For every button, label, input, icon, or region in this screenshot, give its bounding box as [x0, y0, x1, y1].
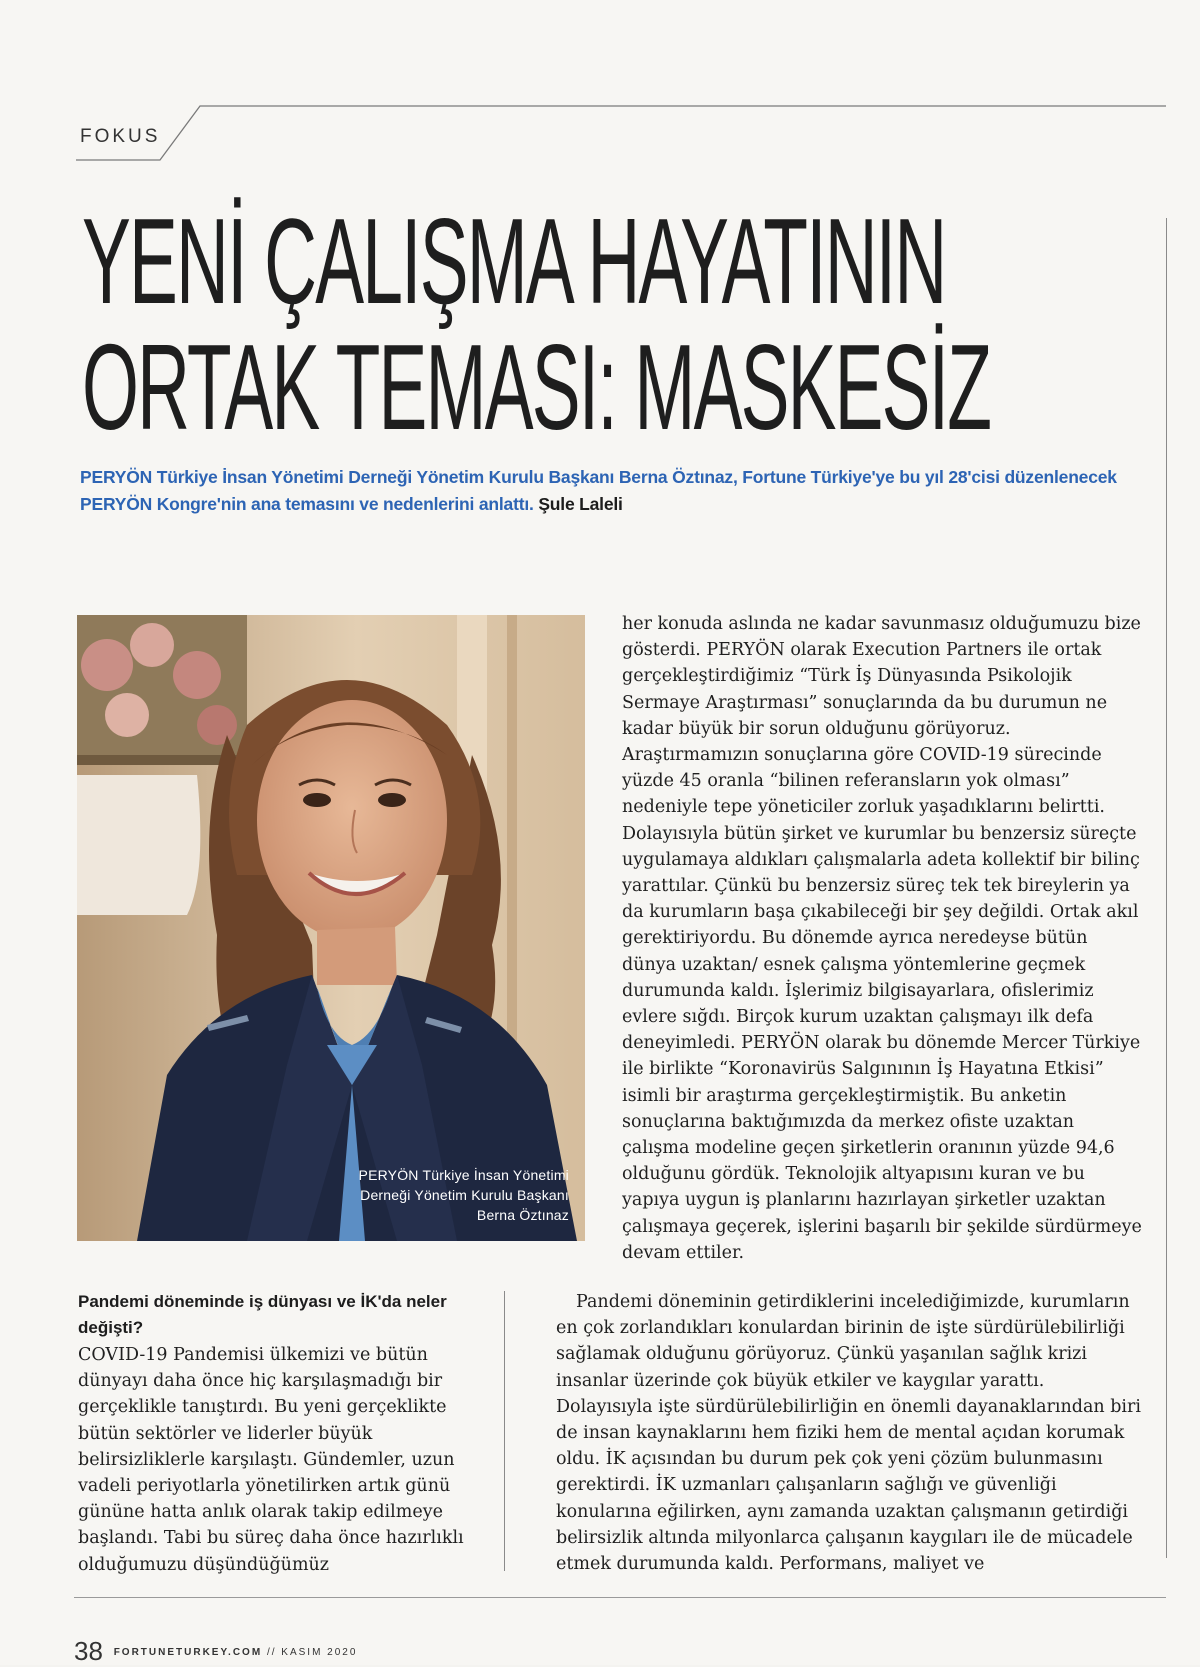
question-heading: Pandemi döneminde iş dünyası ve İK'da neler değişti?: [78, 1292, 447, 1337]
body-paragraph: COVID-19 Pandemisi ülkemizi ve bütün dünyayı daha önce hiç karşılaşmadığı bir gerçeklikle tanıştırdı. Bu yeni gerçeklikte bütün sektörler ve liderler büyük belirsizliklerle karşılaştı. Gündemler, uzun vadeli periyotlarla yönetilirken artık günü gününe hatta anlık olarak takip edilmeye başlandı. Tabi bu süreç daha önce hazırlıklı olduğumuzu düşündüğümüz: [78, 1345, 464, 1575]
title-line-2: ORTAK TEMASI: MASKESİZ: [82, 319, 991, 455]
page-number: 38: [74, 1636, 103, 1666]
photo-caption: [269, 1165, 569, 1225]
footer-rule: [74, 1597, 1166, 1598]
section-tag: FOKUS: [80, 126, 161, 147]
caption-line-1: PERYÖN Türkiye İnsan Yönetimi: [358, 1167, 569, 1183]
caption-line-3: Berna Öztınaz: [476, 1207, 569, 1223]
article-title: [82, 193, 991, 455]
header-rule: [0, 0, 1200, 170]
byline: Şule Laleli: [538, 494, 623, 514]
title-line-1: YENİ ÇALIŞMA HAYATININ: [82, 193, 946, 329]
body-paragraph: Pandemi döneminin getirdiklerini incelediğimizde, kurumların en çok zorlandıkları konulardan birinin de işte sürdürülebilirliği sağlamak olduğunu görüyoruz. Çünkü yaşanılan sağlık krizi insanlar üzerinde çok büyük etkiler ve kaygılar yarattı. Dolayısıyla işte sürdürülebilirliğin en önemli dayanaklarından biri de insan kaynaklarını hem fiziki hem de mental açıdan korumak oldu. İK açısından bu durum pek çok yeni çözüm bulunmasını gerektirdi. İK uzmanları çalışanların sağlığı ve güvenliği konularına eğilirken, aynı zamanda uzaktan çalışmanın getirdiği belirsizlik altında milyonlarca çalışanın kaygıları ile de mücadele etmek durumunda kaldı. Performans, maliyet ve: [556, 1292, 1141, 1575]
deck-text: PERYÖN Türkiye İnsan Yönetimi Derneği Yönetim Kurulu Başkanı Berna Öztınaz, Fortune Türkiye'ye bu yıl 28'cisi düzenlenecek PERYÖN Kongre'nin ana temasını ve nedenlerini anlattı.: [80, 467, 1117, 514]
portrait-illustration: [77, 615, 585, 1241]
footer-separator: //: [266, 1647, 277, 1658]
page-footer: [74, 1636, 357, 1667]
caption-line-2: Derneği Yönetim Kurulu Başkanı: [360, 1187, 569, 1203]
right-column-rule: [1166, 218, 1167, 1558]
body-column-bottom: [556, 1289, 1142, 1577]
body-column-left: [78, 1342, 478, 1578]
body-column-right: [622, 611, 1142, 1266]
column-divider: [504, 1291, 505, 1571]
portrait-photo: [77, 615, 585, 1241]
article-deck: [80, 464, 1140, 518]
footer-issue: KASIM 2020: [281, 1647, 358, 1658]
body-paragraph: her konuda aslında ne kadar savunmasız olduğumuzu bize gösterdi. PERYÖN olarak Execution Partners ile ortak gerçekleştirdiğimiz “Türk İş Dünyasında Psikolojik Sermaye Araştırması” sonuçlarında da bu durumun ne kadar büyük bir sorun olduğunu görüyoruz. Araştırmamızın sonuçlarına göre COVID-19 sürecinde yüzde 45 oranla “bilinen referansların yok olması” nedeniyle tepe yöneticiler zorluk yaşadıklarını belirtti. Dolayısıyla bütün şirket ve kurumlar bu benzersiz süreçte uygulamaya aldıkları çalışmalarla adeta kollektif bir bilinç yarattılar. Çünkü bu benzersiz süreç tek tek bireylerin ya da kurumların başa çıkabileceği bir şey değildi. Ortak akıl gerektiriyordu. Bu dönemde ayrıca neredeyse bütün dünya uzaktan/ esnek çalışma yöntemlerine geçmek durumunda kaldı. İşlerimiz bilgisayarlara, ofislerimiz evlere sığdı. Birçok kurum uzaktan çalışmayı ilk defa deneyimledi. PERYÖN olarak bu dönemde Mercer Türkiye ile birlikte “Koronavirüs Salgınının İş Hayatına Etkisi” isimli bir araştırma gerçekleştirmiştik. Bu anketin sonuçlarına baktığımızda da merkez ofiste uzaktan çalışma modeline geçen şirketlerin oranının yüzde 94,6 olduğunu gördük. Teknolojik altyapısını kuran ve bu yapıya uygun iş planlarını hazırlayan şirketler uzaktan çalışmaya geçerek, işlerini başarılı bir şekilde sürdürmeye devam ettiler.: [622, 614, 1142, 1263]
footer-site: FORTUNETURKEY.COM: [113, 1647, 263, 1658]
